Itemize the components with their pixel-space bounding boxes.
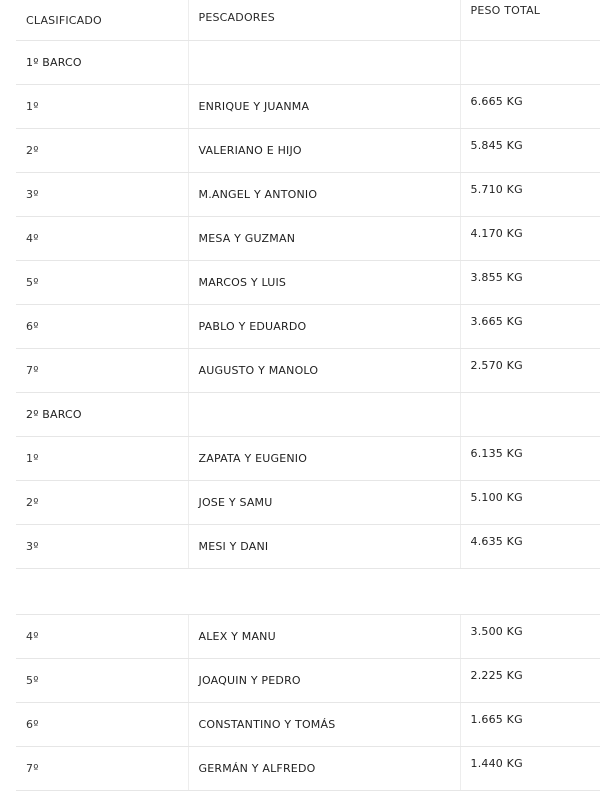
rank-cell: 6º xyxy=(16,703,188,747)
results-sheet xyxy=(16,0,600,778)
rank-cell: 5º xyxy=(16,261,188,305)
rank-cell: 3º xyxy=(16,173,188,217)
page-break-gap xyxy=(16,569,600,592)
page-break-gap xyxy=(16,591,600,615)
fishers-cell: PABLO Y EDUARDO xyxy=(188,305,460,349)
rank-cell: 6º xyxy=(16,305,188,349)
fishers-cell: ENRIQUE Y JUANMA xyxy=(188,85,460,129)
weight-cell: 5.845 KG xyxy=(460,129,600,173)
table-row xyxy=(16,703,600,747)
fishers-cell: ALEX Y MANU xyxy=(188,615,460,659)
fishers-cell: JOSE Y SAMU xyxy=(188,481,460,525)
rank-cell: 3º xyxy=(16,525,188,569)
fishers-cell: JOAQUIN Y PEDRO xyxy=(188,659,460,703)
table-row xyxy=(16,659,600,703)
rank-cell: 5º xyxy=(16,659,188,703)
table-row xyxy=(16,747,600,791)
weight-cell: 3.855 KG xyxy=(460,261,600,305)
weight-cell: 1.665 KG xyxy=(460,703,600,747)
table-row xyxy=(16,173,600,217)
weight-cell: 1.440 KG xyxy=(460,747,600,791)
weight-cell: 6.135 KG xyxy=(460,437,600,481)
table-row xyxy=(16,349,600,393)
fishers-cell: MARCOS Y LUIS xyxy=(188,261,460,305)
boat-1-label: 1º BARCO xyxy=(16,41,188,85)
header-weight: PESO TOTAL xyxy=(460,0,600,41)
weight-cell: 5.100 KG xyxy=(460,481,600,525)
table-row xyxy=(16,261,600,305)
fishers-cell: CONSTANTINO Y TOMÁS xyxy=(188,703,460,747)
table-row xyxy=(16,437,600,481)
boat-1-section-row xyxy=(16,41,600,85)
table-row xyxy=(16,525,600,569)
weight-cell: 6.665 KG xyxy=(460,85,600,129)
fishers-cell: MESA Y GUZMAN xyxy=(188,217,460,261)
results-table xyxy=(16,0,600,791)
rank-cell: 7º xyxy=(16,747,188,791)
table-row xyxy=(16,481,600,525)
fishers-cell: MESI Y DANI xyxy=(188,525,460,569)
rank-cell: 4º xyxy=(16,615,188,659)
rank-cell: 2º xyxy=(16,481,188,525)
table-header-row xyxy=(16,0,600,41)
rank-cell: 2º xyxy=(16,129,188,173)
table-row xyxy=(16,85,600,129)
weight-cell: 3.500 KG xyxy=(460,615,600,659)
fishers-cell: VALERIANO E HIJO xyxy=(188,129,460,173)
rank-cell: 1º xyxy=(16,85,188,129)
fishers-cell: AUGUSTO Y MANOLO xyxy=(188,349,460,393)
weight-cell: 4.635 KG xyxy=(460,525,600,569)
table-row xyxy=(16,129,600,173)
rank-cell: 4º xyxy=(16,217,188,261)
boat-2-label: 2º BARCO xyxy=(16,393,188,437)
boat-2-section-row xyxy=(16,393,600,437)
rank-cell: 1º xyxy=(16,437,188,481)
rank-cell: 7º xyxy=(16,349,188,393)
header-fishers: PESCADORES xyxy=(188,0,460,41)
weight-cell: 3.665 KG xyxy=(460,305,600,349)
weight-cell: 2.225 KG xyxy=(460,659,600,703)
fishers-cell: ZAPATA Y EUGENIO xyxy=(188,437,460,481)
header-rank: CLASIFICADO xyxy=(16,0,188,41)
weight-cell: 4.170 KG xyxy=(460,217,600,261)
fishers-cell: GERMÁN Y ALFREDO xyxy=(188,747,460,791)
table-row xyxy=(16,615,600,659)
weight-cell: 5.710 KG xyxy=(460,173,600,217)
fishers-cell: M.ANGEL Y ANTONIO xyxy=(188,173,460,217)
table-row xyxy=(16,217,600,261)
table-row xyxy=(16,305,600,349)
weight-cell: 2.570 KG xyxy=(460,349,600,393)
